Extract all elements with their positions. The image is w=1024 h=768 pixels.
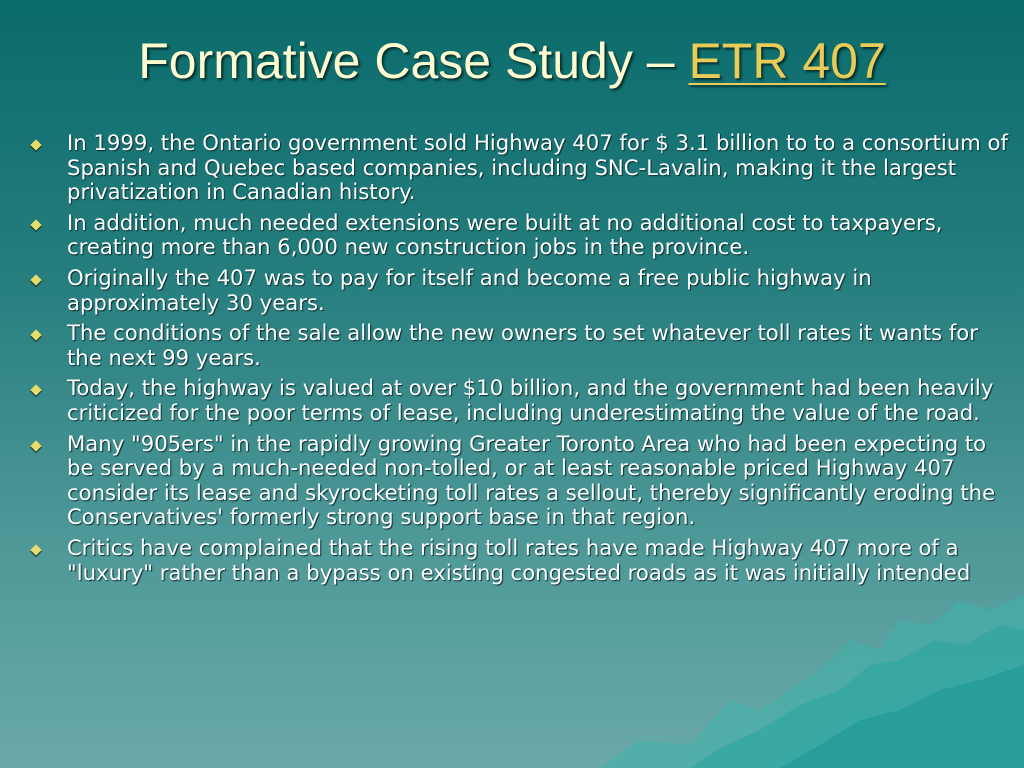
bullet-text: Today, the highway is valued at over $10 billion, and the government had been heavily criticized for the poor terms of lease, including underestimating the value of the road. — [67, 375, 994, 425]
title-text: Formative Case Study – — [138, 33, 689, 89]
bullet-text: Critics have complained that the rising toll rates have made Highway 407 more of a "luxury" rather than a bypass on existing congested roads as it was initially intended — [67, 534, 971, 585]
bullet-text: In 1999, the Ontario government sold Highway 407 for $ 3.1 billion to to a consortium of Spanish and Quebec based companies, including SNC-Lavalin, making it the largest privatization in Canadian history. — [67, 130, 1008, 205]
bullet-text: The conditions of the sale allow the new owners to set whatever toll rates it wants for the next 99 years. — [67, 320, 978, 370]
bullet-item — [30, 536, 1015, 585]
diamond-bullet-icon — [30, 329, 41, 340]
bullet-item — [30, 211, 1015, 260]
diamond-bullet-icon — [30, 219, 41, 230]
diamond-bullet-icon — [30, 139, 41, 150]
diamond-bullet-icon — [30, 544, 41, 555]
bullet-item — [30, 376, 1015, 425]
diamond-bullet-icon — [30, 440, 41, 451]
bullet-text: Originally the 407 was to pay for itself and become a free public highway in approximately 30 years. — [67, 264, 872, 315]
bullet-item — [30, 432, 1015, 530]
bullet-item — [30, 321, 1015, 370]
diamond-bullet-icon — [30, 385, 41, 396]
bullet-text: Many "905ers" in the rapidly growing Greater Toronto Area who had been expecting to be served by a much-needed non-tolled, or at least reasonable priced Highway 407 consider its lease and skyrocketing toll rates a sellout, thereby significantly eroding the Conservatives' formerly strong support base in that region. — [67, 430, 996, 530]
bullet-text: In addition, much needed extensions were built at no additional cost to taxpayers, creating more than 6,000 new construction jobs in the province. — [67, 209, 943, 260]
slide-title — [0, 30, 1024, 92]
bullet-item — [30, 131, 1015, 205]
diamond-bullet-icon — [30, 274, 41, 285]
etr-407-link[interactable]: ETR 407 — [688, 33, 886, 89]
bullet-item — [30, 266, 1015, 315]
bullet-list — [30, 131, 1015, 591]
